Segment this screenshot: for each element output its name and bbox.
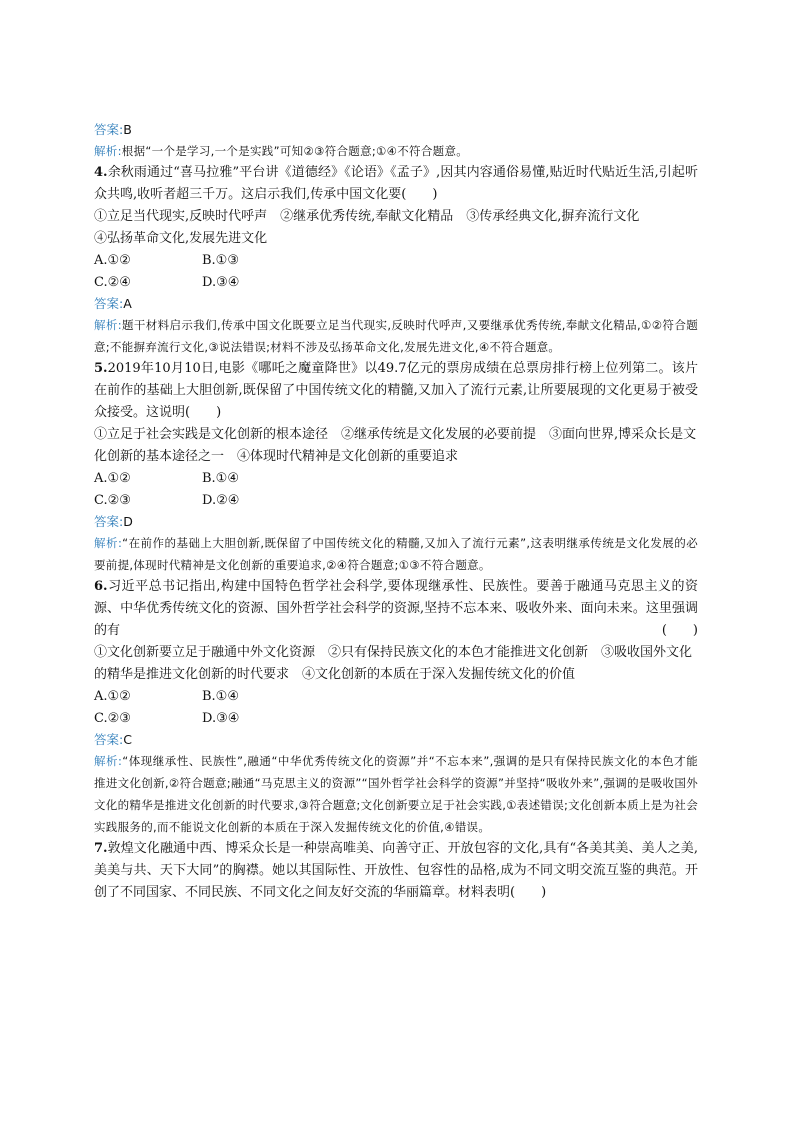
answer-paren: ( ) bbox=[661, 623, 698, 638]
question-5-stem bbox=[94, 358, 698, 424]
explanation-label: 解析: bbox=[94, 754, 123, 768]
answer-line bbox=[94, 512, 698, 532]
question-7-stem bbox=[94, 838, 698, 904]
option-d: D.③④ bbox=[202, 275, 240, 290]
question-text: 余秋雨通过“喜马拉雅”平台讲《道德经》《论语》《孟子》,因其内容通俗易懂,贴近时代贴近生活,引起听众共鸣,收听者超三千万。这启示我们,传承中国文化要( ) bbox=[94, 165, 698, 202]
explanation-label: 解析: bbox=[94, 144, 122, 158]
question-4-options bbox=[94, 250, 698, 294]
explanation-text: “体现继承性、民族性”,融通“中华优秀传统文化的资源”并“不忘本来”,强调的是只有保持民族文化的本色才能推进文化创新,②符合题意;融通“马克思主义的资源”“国外哲学社会科学的资源”并坚持“吸收外来”,强调的是吸收国外文化的精华是推进文化创新的时代要求,③符合题意;文化创新要立足于社会实践,①表述错误;文化创新本质上是为社会实践服务的,而不能说文化创新的本质在于深入发掘传统文化的价值,④错误。 bbox=[94, 754, 698, 834]
option-d: D.②④ bbox=[202, 493, 240, 508]
question-6-options bbox=[94, 686, 698, 730]
option-b: B.①④ bbox=[202, 689, 239, 704]
answer-label: 答案: bbox=[94, 296, 124, 311]
question-text: 习近平总书记指出,构建中国特色哲学社会科学,要体现继承性、民族性。要善于融通马克思主义的资源、中华优秀传统文化的资源、国外哲学社会科学的资源,坚持不忘本来、吸收外来、面向未来。这里强调的有 bbox=[94, 579, 698, 638]
answer-value: D bbox=[123, 514, 133, 529]
answer-value: A bbox=[123, 296, 132, 311]
option-c: C.②④ bbox=[94, 275, 131, 290]
document-page bbox=[94, 120, 698, 904]
option-c: C.②③ bbox=[94, 711, 131, 726]
question-5-options bbox=[94, 468, 698, 512]
option-c: C.②③ bbox=[94, 493, 131, 508]
question-6-choice-line: ①文化创新要立足于融通中外文化资源 ②只有保持民族文化的本色才能推进文化创新 ③吸收国外文化的精华是推进文化创新的时代要求 ④文化创新的本质在于深入发掘传统文化的价值 bbox=[94, 645, 693, 682]
question-6-stem bbox=[94, 576, 698, 642]
explanation-line bbox=[94, 750, 698, 838]
explanation-line bbox=[94, 314, 698, 358]
explanation-label: 解析: bbox=[94, 318, 122, 332]
option-a: A.①② bbox=[94, 471, 131, 486]
question-4-stem bbox=[94, 162, 698, 206]
answer-value: B bbox=[123, 122, 132, 137]
option-b: B.①③ bbox=[202, 253, 239, 268]
question-5-choice-line: ①立足于社会实践是文化创新的根本途径 ②继承传统是文化发展的必要前提 ③面向世界,博采众长是文化创新的基本途径之一 ④体现时代精神是文化创新的重要追求 bbox=[94, 427, 697, 464]
explanation-line bbox=[94, 140, 698, 162]
option-a: A.①② bbox=[94, 689, 131, 704]
explanation-line bbox=[94, 532, 698, 576]
option-d: D.③④ bbox=[202, 711, 240, 726]
answer-line bbox=[94, 294, 698, 314]
question-4-choice-line: ④弘扬革命文化,发展先进文化 bbox=[94, 231, 268, 246]
question-text: 敦煌文化融通中西、博采众长是一种崇高唯美、向善守正、开放包容的文化,具有“各美其美、美人之美,美美与共、天下大同”的胸襟。她以其国际性、开放性、包容性的品格,成为不同文明交流互鉴的典范。开创了不同国家、不同民族、不同文化之间友好交流的华丽篇章。材料表明( ) bbox=[94, 841, 698, 900]
answer-label: 答案: bbox=[94, 732, 124, 747]
answer-line bbox=[94, 120, 698, 140]
answer-line bbox=[94, 730, 698, 750]
explanation-text: “在前作的基础上大胆创新,既保留了中国传统文化的精髓,又加入了流行元素”,这表明继承传统是文化发展的必要前提,体现时代精神是文化创新的重要追求,②④符合题意;①③不符合题意。 bbox=[94, 536, 698, 572]
question-number: 4. bbox=[94, 165, 108, 180]
option-a: A.①② bbox=[94, 253, 131, 268]
question-number: 7. bbox=[94, 841, 108, 856]
explanation-text: 题干材料启示我们,传承中国文化既要立足当代现实,反映时代呼声,又要继承优秀传统,奉献文化精品,①②符合题意;不能摒弃流行文化,③说法错误;材料不涉及弘扬革命文化,发展先进文化,④不符合题意。 bbox=[94, 318, 698, 354]
option-b: B.①④ bbox=[202, 471, 239, 486]
question-number: 5. bbox=[94, 361, 108, 376]
answer-value: C bbox=[123, 732, 132, 747]
question-4-choice-line: ①立足当代现实,反映时代呼声 ②继承优秀传统,奉献文化精品 ③传承经典文化,摒弃流行文化 bbox=[94, 209, 640, 224]
answer-label: 答案: bbox=[94, 514, 124, 529]
explanation-label: 解析: bbox=[94, 536, 123, 550]
question-text: 2019年10月10日,电影《哪吒之魔童降世》以49.7亿元的票房成绩在总票房排行榜上位列第二。该片在前作的基础上大胆创新,既保留了中国传统文化的精髓,又加入了流行元素,让所要展现的文化更易于被受众接受。这说明( ) bbox=[94, 361, 698, 420]
answer-label: 答案: bbox=[94, 122, 124, 137]
question-number: 6. bbox=[94, 579, 108, 594]
explanation-text: 根据“一个是学习,一个是实践”可知②③符合题意;①④不符合题意。 bbox=[121, 144, 469, 158]
